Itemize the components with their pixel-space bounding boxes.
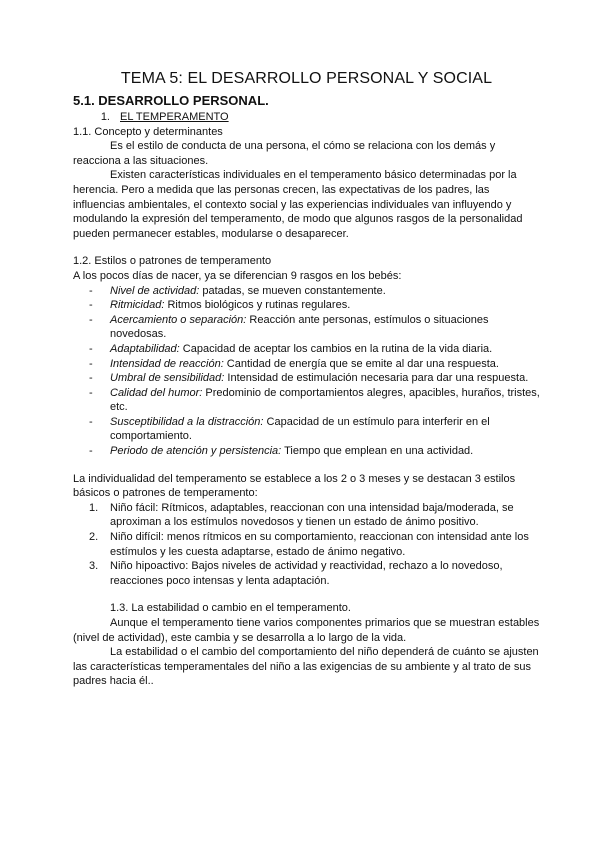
list-item bbox=[73, 357, 540, 372]
trait-term: Adaptabilidad: bbox=[110, 342, 180, 355]
trait-term: Acercamiento o separación: bbox=[110, 313, 247, 326]
bullet-dash: - bbox=[89, 313, 93, 326]
list-item bbox=[73, 501, 540, 530]
spacer bbox=[73, 459, 540, 472]
traits-list bbox=[73, 284, 540, 459]
list-item bbox=[73, 313, 540, 342]
trait-term: Nivel de actividad: bbox=[110, 284, 200, 297]
bullet-dash: - bbox=[89, 284, 93, 297]
trait-desc: Cantidad de energía que se emite al dar una respuesta. bbox=[223, 357, 499, 370]
bullet-dash: - bbox=[89, 342, 93, 355]
trait-desc: Capacidad de aceptar los cambios en la rutina de la vida diaria. bbox=[179, 342, 493, 355]
list-number: 3. bbox=[89, 560, 99, 573]
list-item bbox=[73, 284, 540, 299]
style-text: Niño difícil: menos rítmicos en su comportamiento, reaccionan con intensidad ante los estímulos y les cuesta adaptarse, estado de ánimo negativo. bbox=[110, 531, 529, 558]
trait-term: Ritmicidad: bbox=[110, 299, 165, 312]
trait-desc: Ritmos biológicos y rutinas regulares. bbox=[164, 299, 351, 312]
paragraph-stability: Aunque el temperamento tiene varios componentes primarios que se muestran estables (nivel de actividad), este cambia y se desarrolla a lo largo de la vida. bbox=[73, 617, 540, 644]
trait-term: Periodo de atención y persistencia: bbox=[110, 445, 282, 458]
spacer bbox=[73, 241, 540, 254]
subsection-temperamento bbox=[90, 110, 540, 125]
list-item bbox=[73, 444, 540, 459]
document-title: TEMA 5: EL DESARROLLO PERSONAL Y SOCIAL bbox=[120, 70, 493, 87]
paragraph-adjustment: La estabilidad o el cambio del comportamiento del niño dependerá de cuánto se ajusten las características temperamentales del niño a las exigencias de su ambiente y al trato de sus padres hacia él.. bbox=[73, 646, 539, 688]
trait-term: Intensidad de reacción: bbox=[110, 357, 224, 370]
trait-desc: Predominio de comportamientos alegres, apacibles, huraños, tristes, etc. bbox=[110, 386, 540, 414]
styles-intro: La individualidad del temperamento se establece a los 2 o 3 meses y se destacan 3 estilos básicos o patrones de temperamento: bbox=[73, 472, 516, 500]
spacer bbox=[73, 588, 540, 601]
list-item bbox=[73, 342, 540, 357]
trait-desc: Intensidad de estimulación necesaria para dar una respuesta. bbox=[224, 372, 529, 385]
subsection-number: 1. bbox=[100, 111, 110, 123]
trait-term: Umbral de sensibilidad: bbox=[110, 372, 225, 385]
heading-estabilidad: 1.3. La estabilidad o cambio en el temperamento. bbox=[110, 602, 351, 615]
paragraph-definition: Es el estilo de conducta de una persona, el cómo se relaciona con los demás y reacciona a las situaciones. bbox=[73, 140, 496, 167]
bullet-dash: - bbox=[89, 299, 93, 312]
list-item bbox=[73, 415, 540, 444]
traits-intro: A los pocos días de nacer, ya se diferencian 9 rasgos en los bebés: bbox=[73, 269, 402, 282]
styles-list bbox=[73, 501, 540, 589]
bullet-dash: - bbox=[89, 445, 93, 458]
list-item bbox=[73, 530, 540, 559]
bullet-dash: - bbox=[89, 357, 93, 370]
heading-concepto: 1.1. Concepto y determinantes bbox=[73, 125, 223, 138]
bullet-dash: - bbox=[89, 372, 93, 385]
bullet-dash: - bbox=[89, 415, 93, 428]
list-item bbox=[73, 386, 540, 415]
trait-term: Calidad del humor: bbox=[110, 386, 203, 399]
trait-term: Susceptibilidad a la distracción: bbox=[110, 415, 264, 428]
trait-desc: patadas, se mueven constantemente. bbox=[199, 284, 386, 297]
bullet-dash: - bbox=[89, 386, 93, 399]
heading-estilos: 1.2. Estilos o patrones de temperamento bbox=[73, 255, 272, 268]
list-item bbox=[73, 559, 540, 588]
list-item bbox=[73, 298, 540, 313]
trait-desc: Reacción ante personas, estímulos o situaciones novedosas. bbox=[110, 313, 489, 341]
list-number: 1. bbox=[89, 501, 99, 514]
subsection-label: EL TEMPERAMENTO bbox=[120, 111, 229, 123]
list-number: 2. bbox=[89, 531, 99, 544]
section-heading: 5.1. DESARROLLO PERSONAL. bbox=[73, 93, 269, 108]
paragraph-heredity: Existen características individuales en el temperamento básico determinadas por la herencia. Pero a medida que las personas crecen, las expectativas de los padres, las influencias ambientales, el contexto social y las experiencias individuales van influyendo y modulando la expresión del temperamento, de modo que algunos rasgos de la personalidad pueden permanecer estables, modularse o desaparecer. bbox=[73, 169, 523, 240]
style-text: Niño hipoactivo: Bajos niveles de actividad y reactividad, rechazo a lo novedoso, reacciones poco intensas y lenta adaptación. bbox=[110, 560, 503, 587]
list-item bbox=[73, 371, 540, 386]
trait-desc: Capacidad de un estímulo para interferir en el comportamiento. bbox=[110, 415, 490, 443]
style-text: Niño fácil: Rítmicos, adaptables, reaccionan con una intensidad baja/moderada, se aproximan a los estímulos novedosos y tienen un estado de ánimo positivo. bbox=[110, 501, 514, 529]
trait-desc: Tiempo que emplean en una actividad. bbox=[281, 445, 474, 458]
